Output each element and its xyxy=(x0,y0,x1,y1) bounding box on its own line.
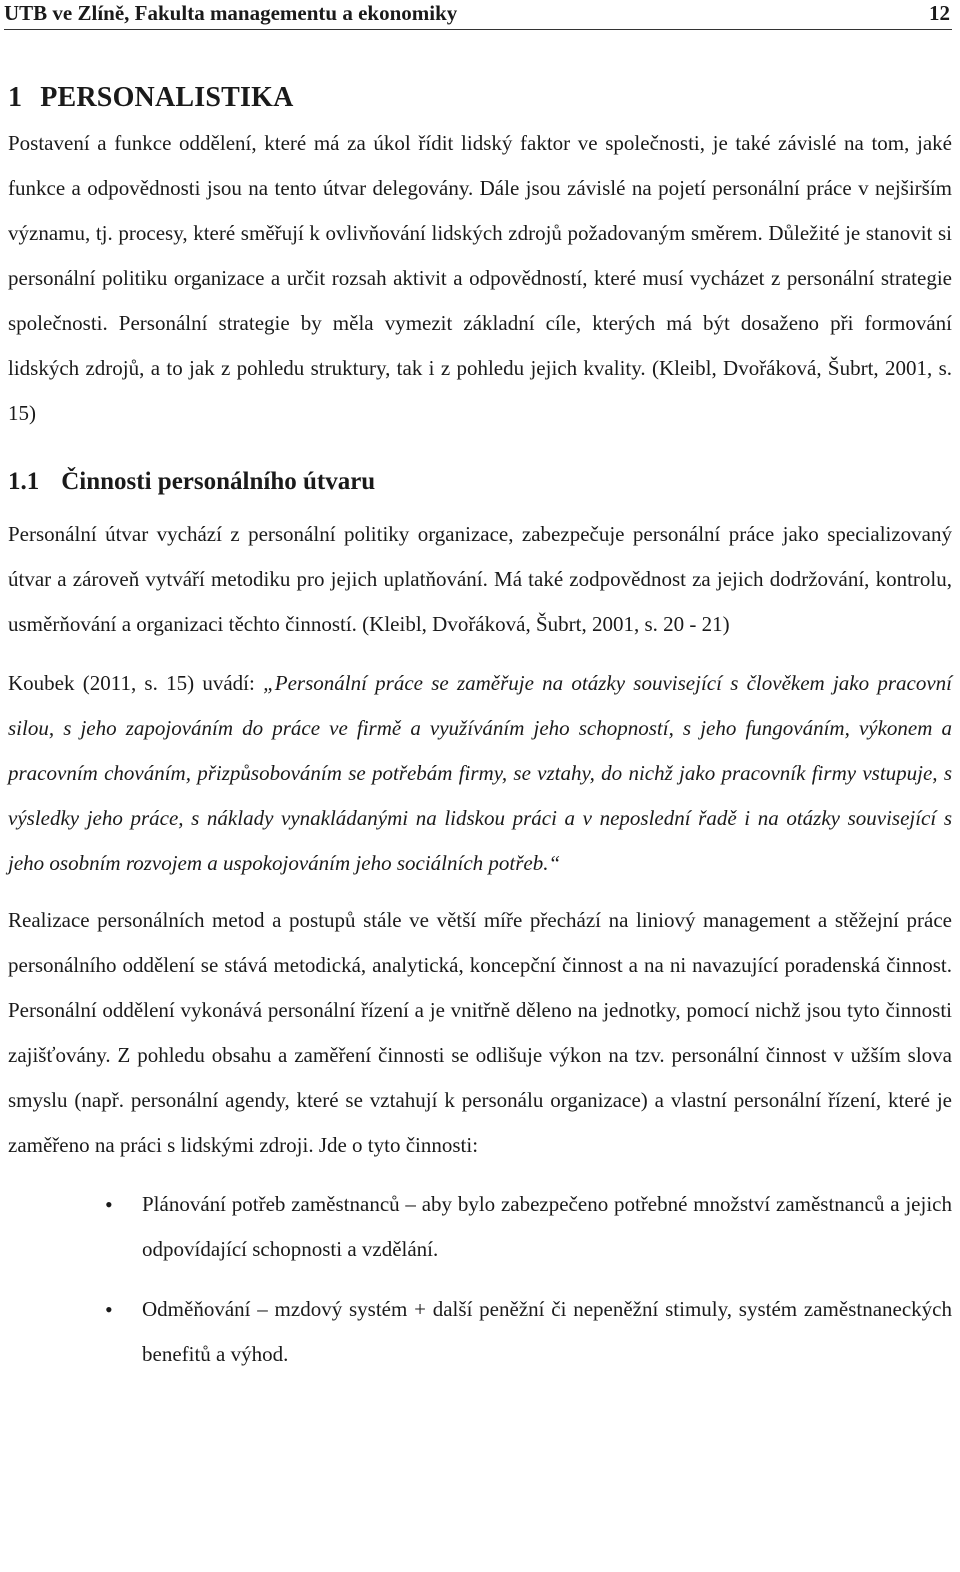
list-item xyxy=(8,1182,952,1272)
section-title: Činnosti personálního útvaru xyxy=(61,468,376,495)
page-number: 12 xyxy=(929,1,950,25)
section-number: 1.1 xyxy=(8,468,40,495)
list-item-text: Plánování potřeb zaměstnanců – aby bylo zabezpečeno potřebné množství zaměstnanců a jejich odpovídající schopnosti a vzdělání. xyxy=(142,1192,952,1261)
list-item xyxy=(8,1287,952,1377)
chapter-heading xyxy=(8,78,952,118)
header-institution: UTB ve Zlíně, Fakulta managementu a ekonomiky xyxy=(4,1,458,25)
quote-paragraph xyxy=(8,661,952,886)
bullet-icon: • xyxy=(105,1297,113,1322)
section-paragraph-3: Realizace personálních metod a postupů stále ve větší míře přechází na liniový management a stěžejní práce personálního oddělení se stává metodická, analytická, koncepční činnost a na ni navazující poradenská činnost. Personální oddělení vykonává personální řízení a je vnitřně děleno na jednotky, pomocí nichž jsou tyto činnosti zajišťovány. Z pohledu obsahu a zaměření činnosti se odlišuje výkon na tzv. personální činnost v užším slova smyslu (např. personální agendy, které se vztahují k personálu organizace) a vlastní personální řízení, které je zaměřeno na práci s lidskými zdroji. Jde o tyto činnosti: xyxy=(8,908,952,1157)
quote-intro: Koubek (2011, s. 15) uvádí: xyxy=(8,671,264,695)
running-header xyxy=(4,0,952,30)
quote-text: „Personální práce se zaměřuje na otázky související s člověkem jako pracovní silou, s jeho zapojováním do práce ve firmě a využíváním jeho schopností, s jeho fungováním, výkonem a pracovním chováním, přizpůsobováním se potřebám firmy, se vztahy, do nichž jako pracovník firmy vstupuje, s výsledky jeho práce, s náklady vynakládanými na lidskou práci a v neposlední řadě i na otázky související s jeho osobním rozvojem a uspokojováním jeho sociálních potřeb.“ xyxy=(8,671,953,875)
chapter-paragraph: Postavení a funkce oddělení, které má za úkol řídit lidský faktor ve společnosti, je také závislé na tom, jaké funkce a odpovědnosti jsou na tento útvar delegovány. Dále jsou závislé na pojetí personální práce v nejširším významu, tj. procesy, které směřují k ovlivňování lidských zdrojů požadovaným směrem. Důležité je stanovit si personální politiku organizace a určit rozsah aktivit a odpovědností, které musí vycházet z personální strategie společnosti. Personální strategie by měla vymezit základní cíle, kterých má být dosaženo při formování lidských zdrojů, a to jak z pohledu struktury, tak i z pohledu jejich kvality. (Kleibl, Dvořáková, Šubrt, 2001, s. 15) xyxy=(8,131,952,425)
section-paragraph-1: Personální útvar vychází z personální politiky organizace, zabezpečuje personální práce jako specializovaný útvar a zároveň vytváří metodiku pro jejich uplatňování. Má také zodpovědnost za jejich dodržování, kontrolu, usměrňování a organizaci těchto činností. (Kleibl, Dvořáková, Šubrt, 2001, s. 20 - 21) xyxy=(8,522,952,636)
chapter-title: PERSONALISTIKA xyxy=(40,82,294,113)
activity-list xyxy=(8,1182,952,1377)
section-heading xyxy=(8,464,952,500)
list-item-text: Odměňování – mzdový systém + další peněžní či nepeněžní stimuly, systém zaměstnaneckých benefitů a výhod. xyxy=(142,1297,952,1366)
bullet-icon: • xyxy=(105,1192,113,1217)
chapter-number: 1 xyxy=(8,82,23,113)
